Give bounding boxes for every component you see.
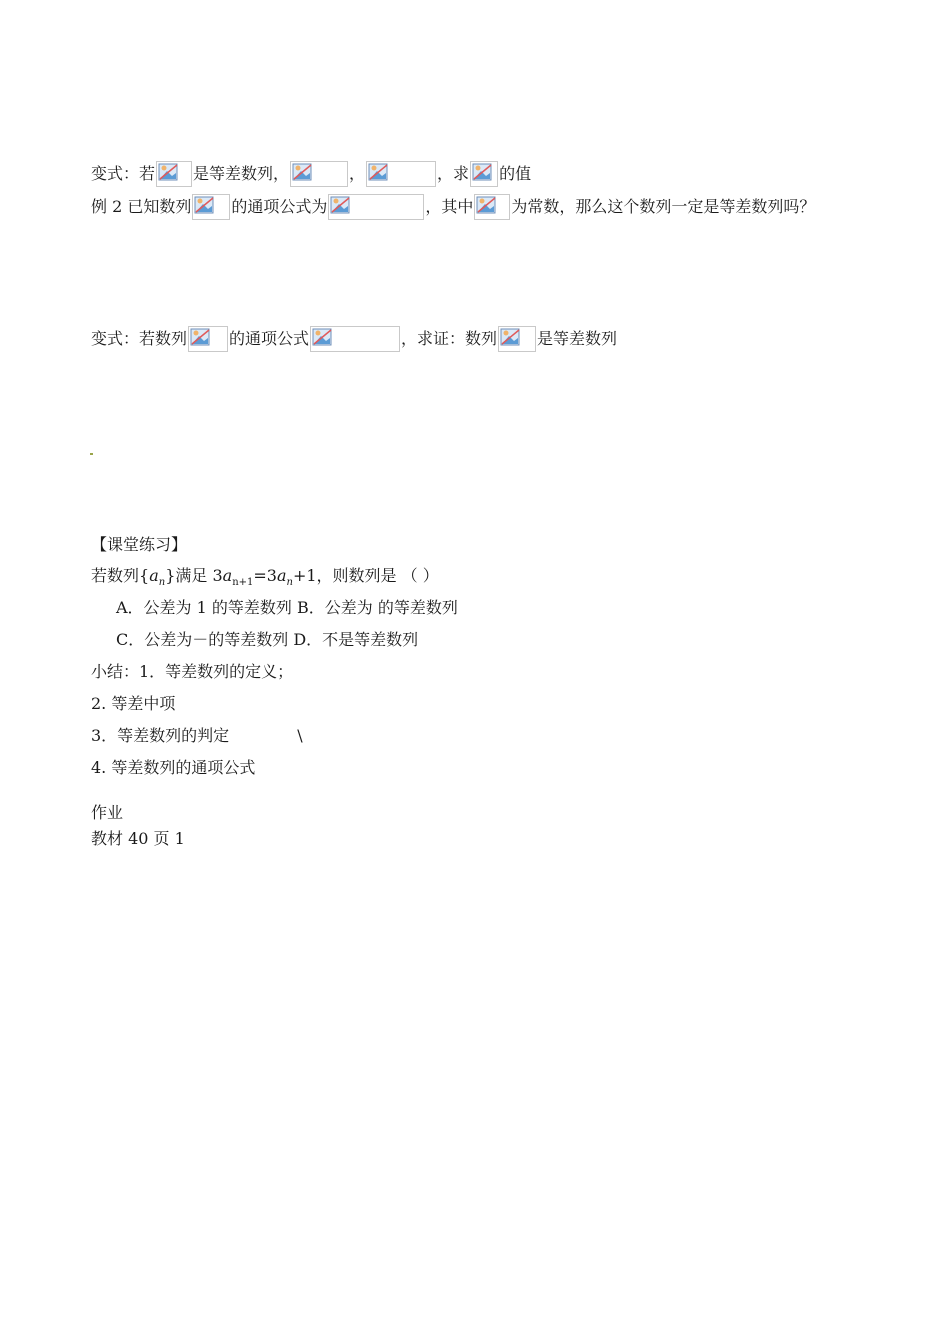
homework-content: 教材 40 页 1 [91,829,185,848]
variant-2-text-4: 是等差数列 [537,329,618,348]
practice-question [91,564,439,588]
question-pre: 若数列{ [91,566,150,585]
broken-image-icon [470,161,498,187]
summary-line-3 [91,724,303,748]
variant-2-text-3: ，求证：数列 [401,329,498,348]
question-a3: a [276,566,287,585]
question-a2: a [222,566,233,585]
example-2-text-3: ，其中 [425,197,474,216]
variant-2-text-1: 变式：若数列 [91,329,188,348]
backslash-mark: \ [297,726,303,745]
question-sub3: n [286,577,293,589]
broken-image-icon [366,161,436,187]
example-2-line [91,194,815,218]
broken-image-icon [156,161,192,187]
variant-1-line [91,161,531,185]
example-2-text-2: 的通项公式为 [231,197,328,216]
question-mid1: }满足 3 [165,566,223,585]
question-post: +1，则数列是 （ ） [292,566,439,585]
broken-image-icon [290,161,348,187]
variant-2-text-2: 的通项公式 [229,329,310,348]
summary-line-3-text: 3．等差数列的判定 [91,726,230,745]
broken-image-icon [192,194,230,220]
broken-image-icon [310,326,400,352]
variant-1-text-5: 的值 [499,164,532,183]
summary-line-2: 2. 等差中项 [91,694,176,713]
broken-image-icon [188,326,228,352]
variant-1-text-1: 变式：若 [91,164,156,183]
question-n: n [158,577,166,589]
broken-image-icon [474,194,510,220]
option-cd: C．公差为－的等差数列 D．不是等差数列 [116,630,419,649]
variant-1-text-2: 是等差数列， [193,164,290,183]
example-2-text-1: 例 2 已知数列 [91,197,192,216]
summary-line-4: 4. 等差数列的通项公式 [91,758,256,777]
practice-heading: 【课堂练习】 [91,535,188,554]
option-ab: A．公差为 1 的等差数列 B．公差为 的等差数列 [116,598,458,617]
variant-1-text-4: ，求 [437,164,470,183]
broken-image-icon [498,326,536,352]
homework-title: 作业 [91,803,124,822]
example-2-text-4: 为常数，那么这个数列一定是等差数列吗？ [511,197,816,216]
question-mid2: =3 [253,566,277,585]
variant-2-line [91,326,617,350]
summary-line-1: 小结：1．等差数列的定义； [91,662,294,681]
stray-mark [90,453,93,455]
question-sub2: n+1 [232,577,254,589]
broken-image-icon [328,194,424,220]
question-a: a [149,566,159,585]
variant-1-text-3: ， [349,164,366,183]
